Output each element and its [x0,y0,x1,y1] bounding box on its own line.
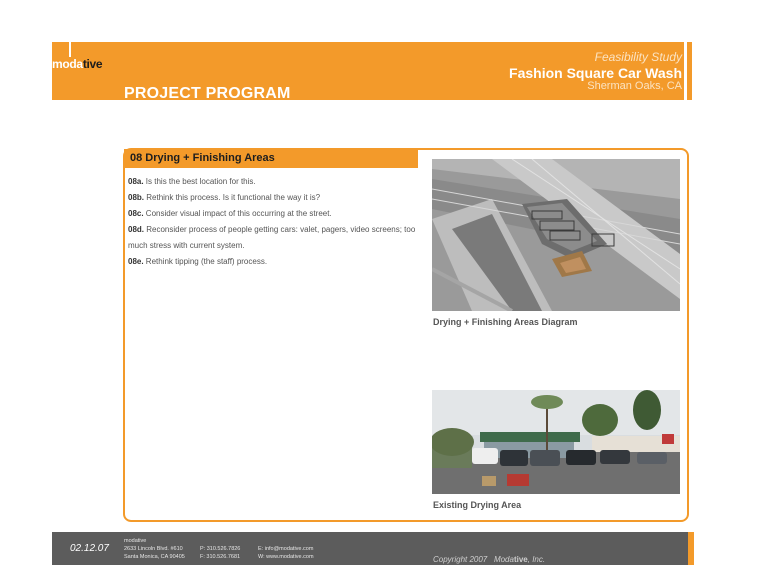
footer-fax: F: 310.526.7681 [200,554,241,560]
footer-email[interactable]: E: info@modative.com [258,546,314,552]
footer-address-line1: 2633 Lincoln Blvd. #610 [124,546,183,552]
footer-company: modative [124,538,147,544]
footer-address-line2: Santa Monica, CA 90405 [124,554,185,560]
logo-part2: tive [82,57,103,71]
footer-address [124,537,185,561]
logo-bar [69,42,71,57]
list-item: 08a. Is this the best location for this. [128,177,256,186]
header-project-info [509,50,682,92]
footer-date: 02.12.07 [70,543,109,554]
existing-drying-area-photo [432,390,680,494]
study-type: Feasibility Study [594,50,682,64]
page-title: PROJECT PROGRAM [124,85,291,102]
footer-phone-block [200,545,240,561]
footer-web[interactable]: W: www.modative.com [258,554,314,560]
section-heading: 08 Drying + Finishing Areas [124,149,418,168]
project-location: Sherman Oaks, CA [587,80,682,92]
logo-part1: moda [52,57,83,71]
photo-caption: Existing Drying Area [433,500,522,510]
copyright: Copyright 2007 Modative, Inc. [433,555,546,564]
item-list [128,174,420,270]
project-name: Fashion Square Car Wash [509,65,682,81]
footer-accent [688,532,694,565]
list-item: 08d. Reconsider process of people getting cars: valet, pagers, video screens; too much stress with current system. [128,225,416,250]
logo [52,57,103,72]
diagram-caption: Drying + Finishing Areas Diagram [433,317,578,327]
aerial-diagram-image [432,159,680,311]
list-item: 08b. Rethink this process. Is it functional the way it is? [128,193,321,202]
header-divider [684,42,687,100]
footer-phone: P: 310.526.7826 [200,546,241,552]
list-item: 08e. Rethink tipping (the staff) process. [128,257,268,266]
footer-contact-block [258,545,314,561]
list-item: 08c. Consider visual impact of this occurring at the street. [128,209,332,218]
